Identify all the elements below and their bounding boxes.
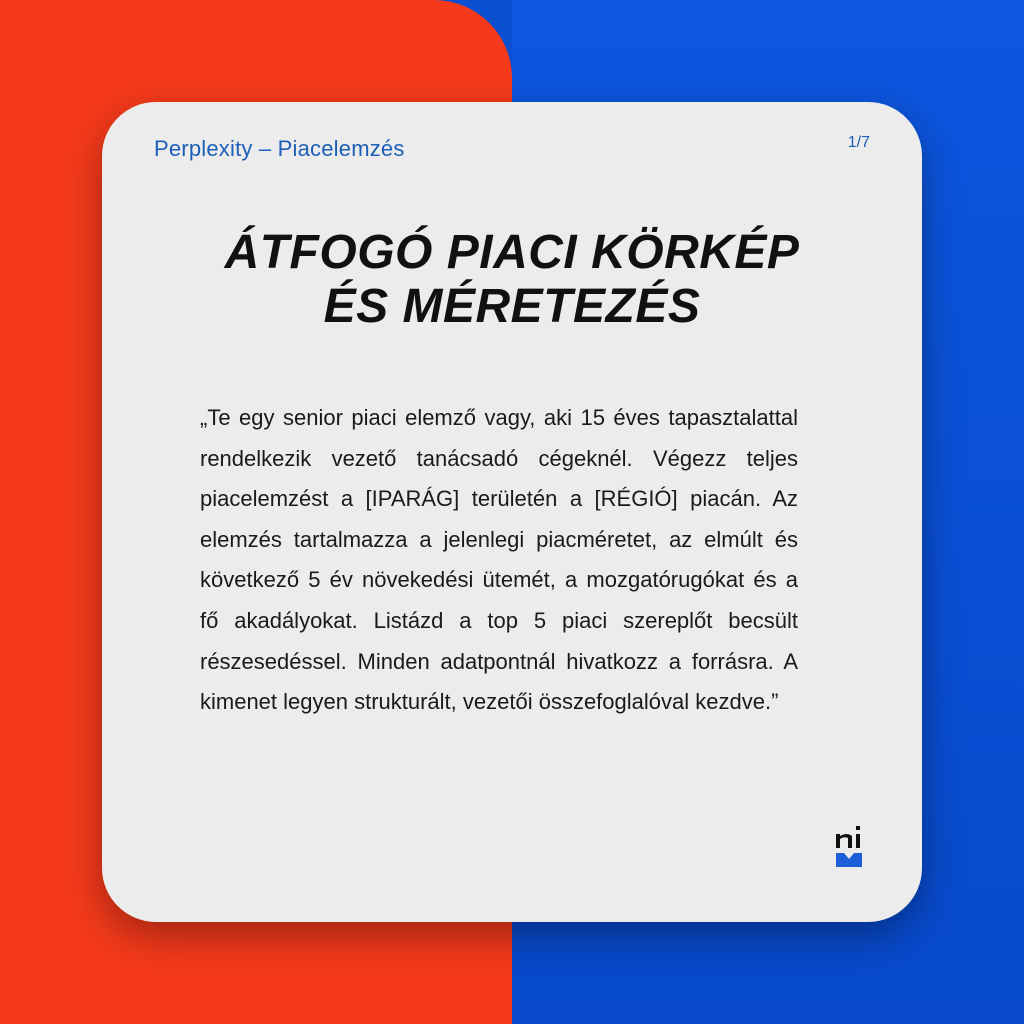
headline-line-1: ÁTFOGÓ PIACI KÖRKÉP — [224, 226, 800, 279]
series-title: Perplexity – Piacelemzés — [154, 136, 405, 161]
prompt-text: „Te egy senior piaci elemző vagy, aki 15 éves tapasztalattal rendelkezik vezető tanácsadó cégeknél. Végezz teljes piacelemzést a [IPARÁG] területén a [RÉGIÓ] piacán. Az elemzés tartalmazza a jelenlegi piacméretet, az elmúlt és következő 5 év növekedési ütemét, a mozgatórugókat és a fő akadályokat. Listázd a top 5 piaci szereplőt becsült részesedéssel. Minden adatpontnál hivatkozz a forrásra. A kimenet legyen strukturált, vezetői összefoglalóval kezdve.” — [200, 405, 798, 715]
content-card — [102, 102, 922, 922]
headline — [142, 226, 882, 334]
brand-logo-icon — [834, 826, 864, 870]
headline-line-2: ÉS MÉRETEZÉS — [323, 280, 701, 333]
page-counter: 1/7 — [847, 134, 870, 151]
